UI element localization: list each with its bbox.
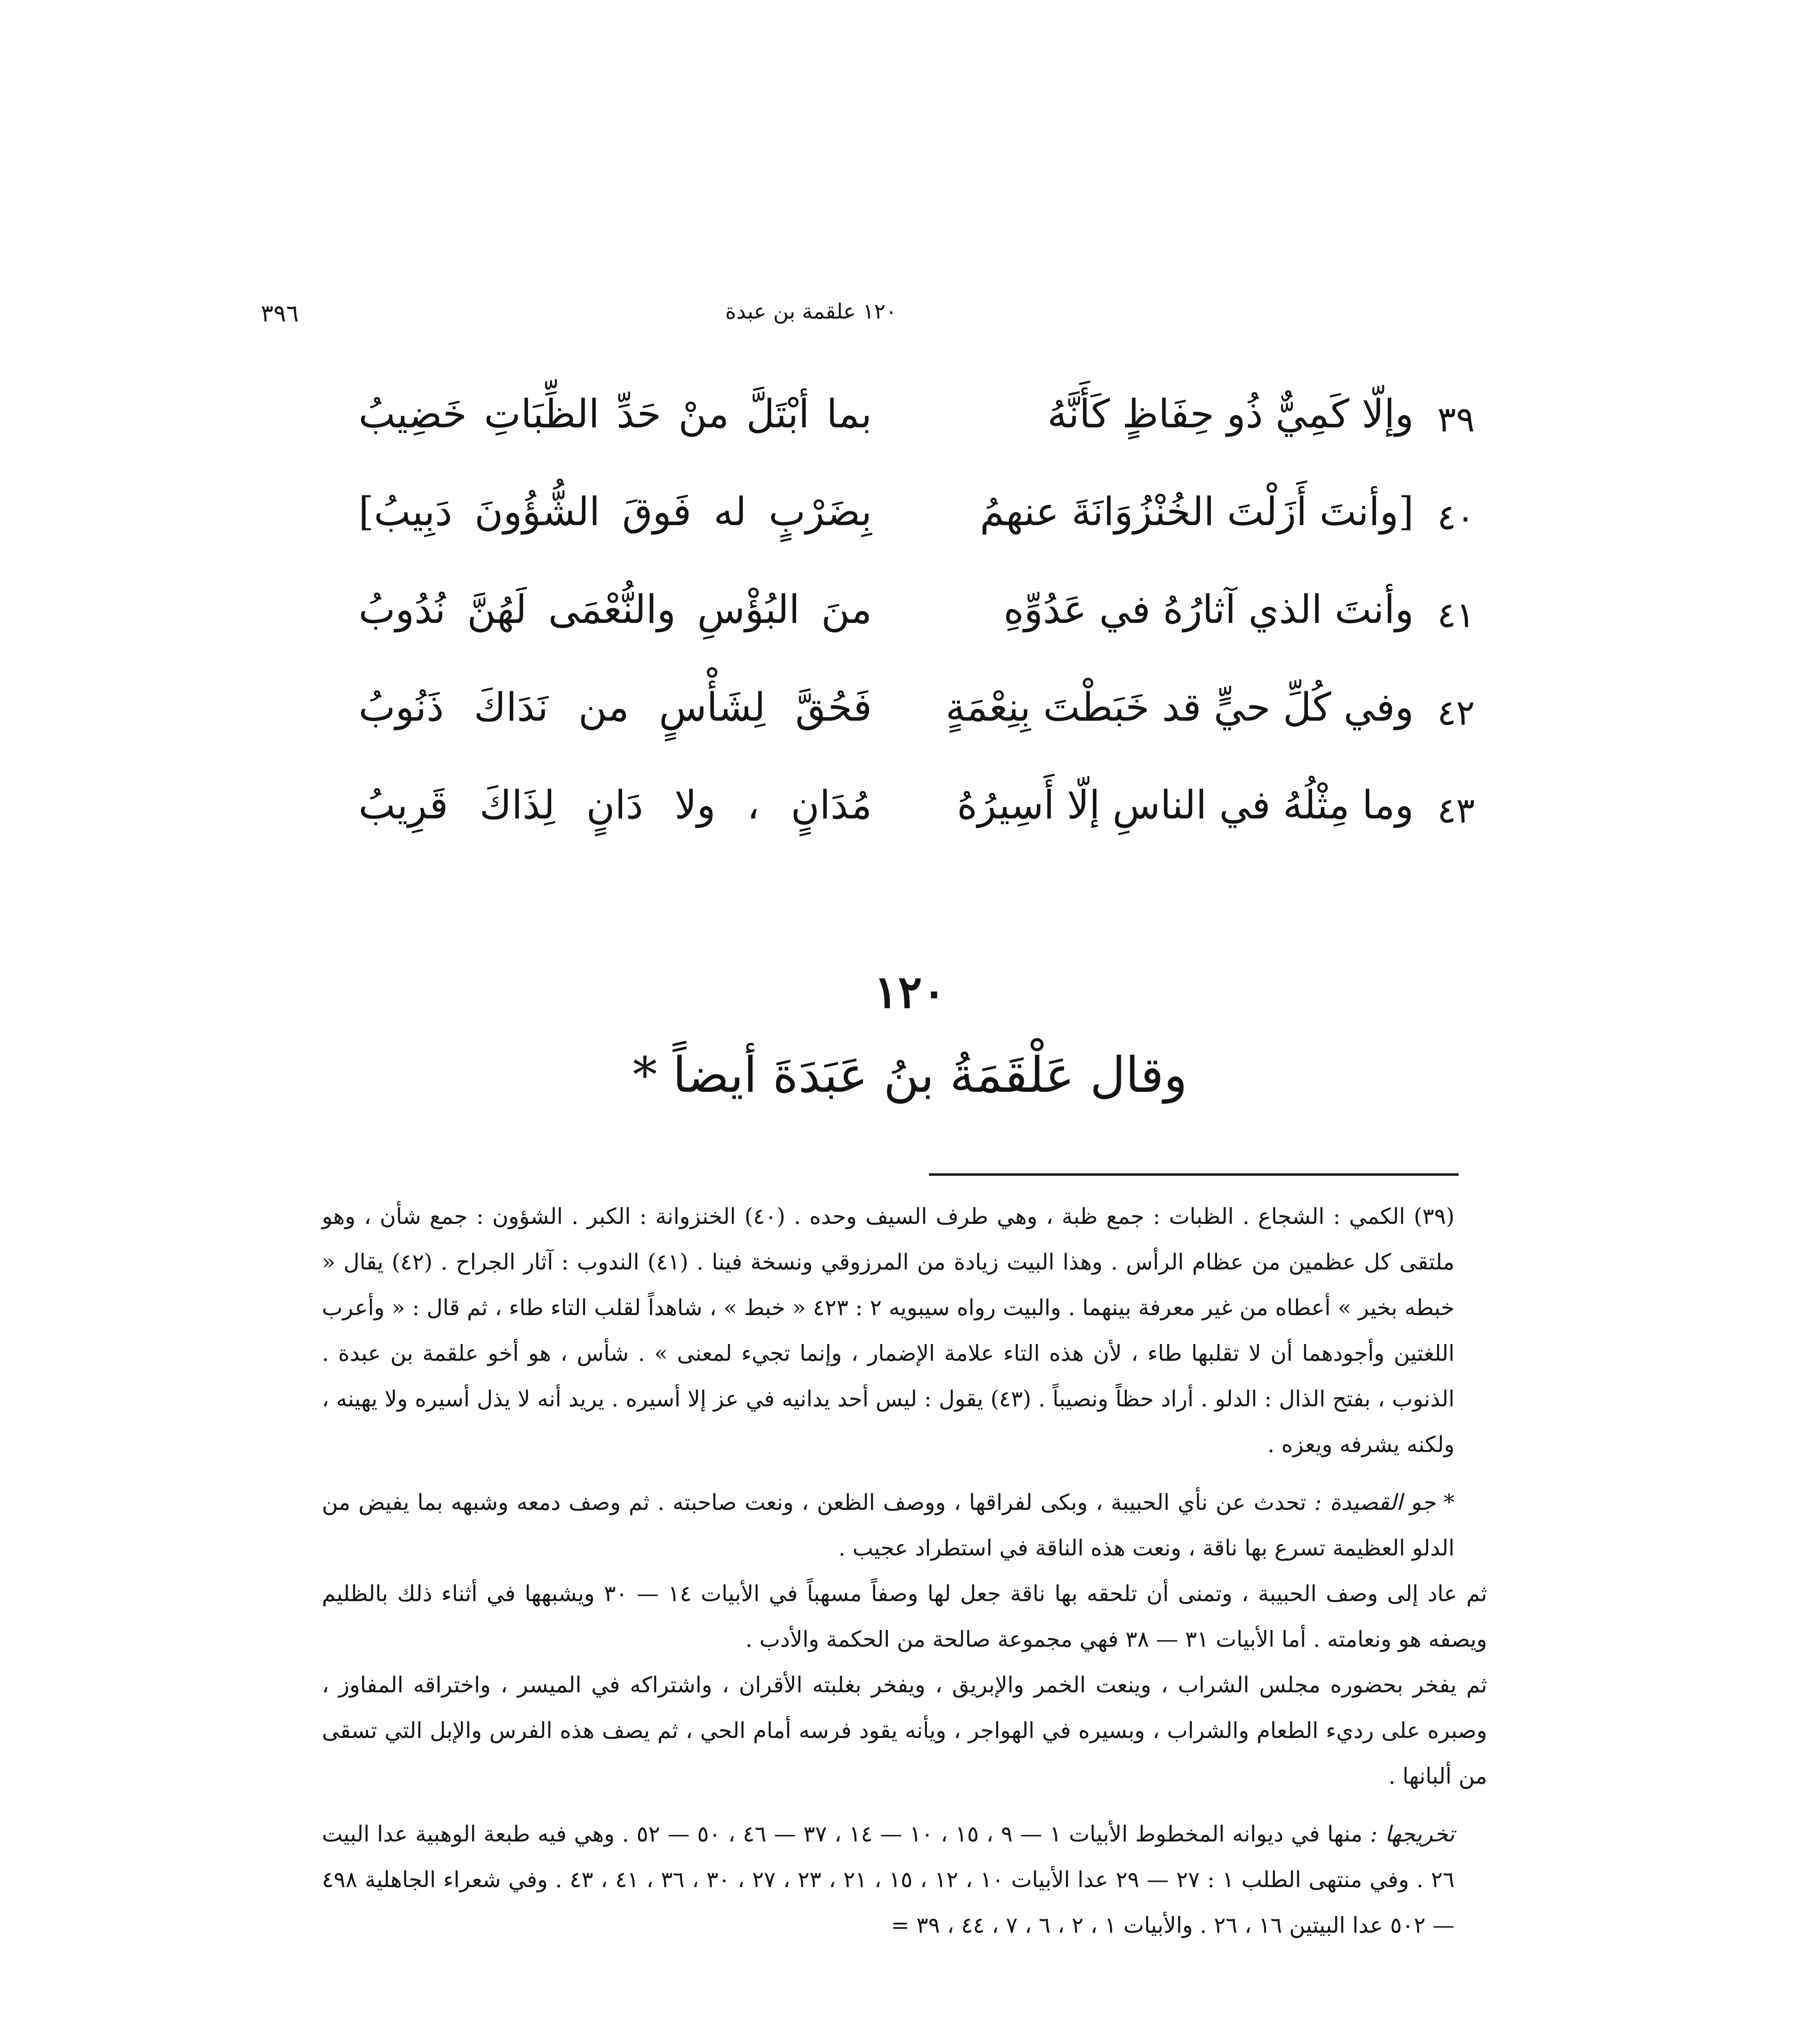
verse-number: ٤٠ — [1437, 497, 1475, 538]
verse-first-hemistich: وما مِثْلُهُ في الناسِ إلّا أَسِيرُهُ — [957, 782, 1414, 828]
poem-summary-text: تحدث عن نأي الحبيبة ، وبكى لفراقها ، ووصف الظعن ، ونعت صاحبته . ثم وصف دمعه وشبهه بما يفيض من الدلو العظيمة تسرع بها ناقة ، ونعت هذه الناقة في استطراد عجيب . — [322, 1489, 1455, 1561]
footnote-divider — [929, 1173, 1459, 1176]
verse-first-hemistich: [وأنتَ أَزَلْتَ الخُنْزُوَانَةَ عنهمُ — [980, 489, 1414, 535]
sources-paragraph — [322, 1811, 1487, 1948]
running-title: ١٢٠ علقمة بن عبدة — [725, 299, 897, 324]
verse-notes: (٣٩) الكمي : الشجاع . الظبات : جمع ظبة ، وهي طرف السيف وحده . (٤٠) الخنزوانة : الكبر . الشؤون : جمع شأن ، وهو ملتقى كل عظمين من عظام الرأس . وهذا البيت زيادة من المرزوقي ونسخة فينا . (٤١) الندوب : آثار الجراح . (٤٢) يقال « خبطه بخير » أعطاه من غير معرفة بينهما . والبيت رواه سيبويه ٢ : ٤٢٣ « خبط » ، شاهداً لقلب التاء طاء ، ثم قال : « وأعرب اللغتين وأجودهما أن لا تقلبها طاء ، لأن هذه التاء علامة الإضمار ، وإنما تجيء لمعنى » . شأس ، هو أخو علقمة بن عبدة . الذنوب ، بفتح الذال : الدلو . أراد حظاً ونصيباً . (٤٣) يقول : ليس أحد يدانيه في عز إلا أسيره . يريد أنه لا يذل أسيره ولا يهينه ، ولكنه يشرفه ويعزه . — [322, 1203, 1455, 1457]
verse-second-hemistich: منَ البُؤْسِ والنُّعْمَى لَهُنَّ نُدُوبُ — [359, 587, 872, 632]
poem-summary-text: ثم عاد إلى وصف الحبيبة ، وتمنى أن تلحقه بها ناقة جعل لها وصفاً مسهباً في الأبيات ١٤ — ٣٠ ويشبهها في أثناء ذلك بالظليم ويصفه هو ونعامته . أما الأبيات ٣١ — ٣٨ فهي مجموعة صالحة من الحكمة والأدب . — [322, 1581, 1487, 1652]
verse-number: ٣٩ — [1437, 399, 1475, 440]
verse-second-hemistich: بِضَرْبٍ له فَوقَ الشُّؤُونَ دَبِيبُ] — [359, 489, 872, 535]
verse-43 — [359, 782, 1475, 880]
page-number: ٣٩٦ — [261, 299, 299, 327]
verse-42 — [359, 684, 1475, 782]
poem-title: وقال عَلْقَمَةُ بنُ عَبَدَةَ أيضاً * — [632, 1047, 1188, 1104]
verse-number: ٤٣ — [1437, 790, 1475, 831]
footnotes — [322, 1194, 1487, 1948]
verse-second-hemistich: مُدَانٍ ، ولا دَانٍ لِذَاكَ قَرِيبُ — [359, 782, 872, 828]
poem-number: ١٢٠ — [874, 966, 946, 1018]
verse-first-hemistich: وفي كُلِّ حيٍّ قد خَبَطْتَ بِنِعْمَةٍ — [945, 684, 1414, 730]
verse-number: ٤١ — [1437, 595, 1475, 636]
verse-number: ٤٢ — [1437, 693, 1475, 733]
verse-40 — [359, 489, 1475, 587]
sources-label: تخريجها : — [1370, 1821, 1455, 1847]
verse-first-hemistich: وإلّا كَمِيٌّ ذُو حِفَاظٍ كَأَنَّهُ — [1047, 391, 1414, 437]
verse-list — [359, 391, 1475, 880]
poem-summary-label: * جو القصيدة : — [1314, 1489, 1455, 1515]
verse-second-hemistich: فَحُقَّ لِشَأْسٍ من نَدَاكَ ذَنُوبُ — [359, 684, 872, 730]
verse-second-hemistich: بما أبْتَلَّ منْ حَدِّ الظِّبَاتِ خَضِيبُ — [359, 391, 872, 437]
verse-first-hemistich: وأنتَ الذي آثارُهُ في عَدُوِّهِ — [1003, 587, 1414, 632]
poem-summary-text: ثم يفخر بحضوره مجلس الشراب ، وينعت الخمر والإبريق ، ويفخر بغلبته الأقران ، واشتراكه في الميسر ، واختراقه المفاوز ، وصبره على رديء الطعام والشراب ، وبسيره في الهواجر ، ويأنه يقود فرسه أمام الحي ، ثم يصف هذه الفرس والإبل التي تسقى من ألبانها . — [322, 1672, 1487, 1789]
verse-41 — [359, 587, 1475, 684]
poem-summary-paragraph — [322, 1480, 1487, 1571]
sources-text: منها في ديوانه المخطوط الأبيات ١ — ٩ ، ١٥ ، ١٠ — ١٤ ، ٣٧ — ٤٦ ، ٥٠ — ٥٢ . وهي فيه طبعة الوهبية عدا البيت ٢٦ . وفي منتهى الطلب ١ : ٢٧ — ٢٩ عدا الأبيات ١٠ ، ١٢ ، ١٥ ، ٢١ ، ٢٣ ، ٢٧ ، ٣٠ ، ٣٦ ، ٤١ ، ٤٣ . وفي شعراء الجاهلية ٤٩٨ — ٥٠٢ عدا البيتين ١٦ ، ٢٦ . والأبيات ١ ، ٢ ، ٦ ، ٧ ، ٤٤ ، ٣٩ = — [322, 1821, 1455, 1938]
verse-39 — [359, 391, 1475, 489]
